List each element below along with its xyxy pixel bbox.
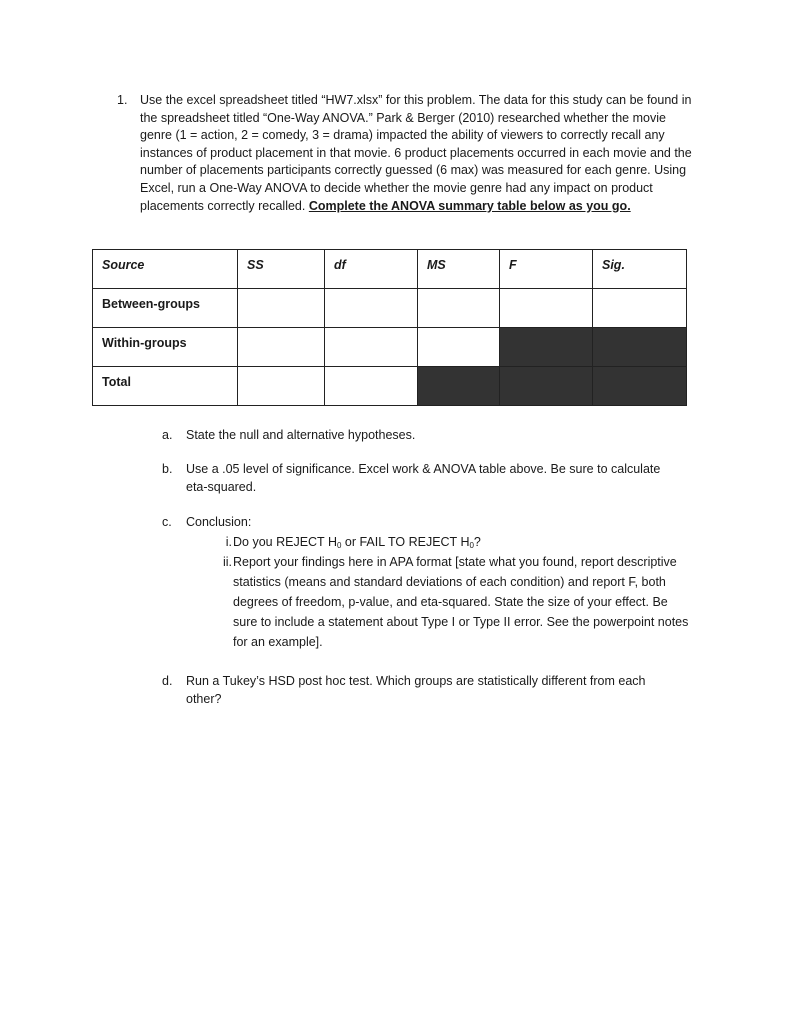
h0-subscript: 0 bbox=[336, 541, 342, 550]
part-b-text: Use a .05 level of significance. Excel work & ANOVA table above. Be sure to calculate eta-squared. bbox=[186, 462, 661, 494]
header-sig: Sig. bbox=[593, 250, 687, 289]
part-c-ii-label: ii. bbox=[222, 555, 232, 569]
question-body: Use the excel spreadsheet titled “HW7.xlsx” for this problem. The data for this study can be found in the spreadsheet titled “One-Way ANOVA.” Park & Berger (2010) researched whether the movie genre (1 = action, 2 = comedy, 3 = drama) impacted the ability of viewers to correctly recall any instances of product placement in that movie. 6 product placements occurred in each movie and the number of placements participants correctly guessed (6 max) was measured for each genre. Using Excel, run a One-Way ANOVA to decide whether the movie genre had any impact on product placements correctly recalled. bbox=[140, 93, 692, 213]
cell-within-df[interactable] bbox=[325, 328, 418, 367]
part-c-ii-text: Report your findings here in APA format [state what you found, report descriptive statistics (means and standard deviations of each condition) and report F, both degrees of freedom, p-value, and eta-squared. State the size of your effect. Be sure to include a statement about Type I or Type II error. See the powerpoint notes for an example]. bbox=[233, 555, 689, 649]
question-text bbox=[140, 92, 697, 215]
table-row bbox=[93, 289, 687, 328]
reject-text: Do you REJECT H bbox=[233, 535, 337, 549]
cell-between-df[interactable] bbox=[325, 289, 418, 328]
part-d bbox=[162, 672, 702, 708]
table-row bbox=[93, 328, 687, 367]
header-ss: SS bbox=[238, 250, 325, 289]
anova-summary-table bbox=[92, 249, 687, 406]
question-mark: ? bbox=[473, 535, 481, 549]
table-row bbox=[93, 367, 687, 406]
header-source: Source bbox=[93, 250, 238, 289]
cell-total-ms-shaded bbox=[418, 367, 500, 406]
part-c-label: c. bbox=[162, 515, 172, 529]
row-label-within: Within-groups bbox=[93, 328, 238, 367]
cell-between-ms[interactable] bbox=[418, 289, 500, 328]
row-label-total: Total bbox=[93, 367, 238, 406]
cell-within-sig-shaded bbox=[593, 328, 687, 367]
cell-between-ss[interactable] bbox=[238, 289, 325, 328]
part-d-label: d. bbox=[162, 674, 173, 688]
h0-subscript: 0 bbox=[469, 541, 474, 550]
part-c-ii bbox=[205, 552, 700, 652]
part-b-label: b. bbox=[162, 462, 173, 476]
part-c bbox=[162, 513, 702, 531]
cell-total-df[interactable] bbox=[325, 367, 418, 406]
part-c-text: Conclusion: bbox=[186, 515, 252, 529]
part-a bbox=[162, 426, 702, 444]
cell-within-f-shaded bbox=[500, 328, 593, 367]
question-1 bbox=[117, 92, 697, 215]
cell-between-f[interactable] bbox=[500, 289, 593, 328]
cell-between-sig[interactable] bbox=[593, 289, 687, 328]
part-a-text: State the null and alternative hypotheses. bbox=[186, 428, 416, 442]
table-header-row bbox=[93, 250, 687, 289]
cell-total-f-shaded bbox=[500, 367, 593, 406]
cell-within-ms[interactable] bbox=[418, 328, 500, 367]
header-f: F bbox=[500, 250, 593, 289]
cell-total-sig-shaded bbox=[593, 367, 687, 406]
part-c-i-label: i. bbox=[225, 535, 232, 549]
question-emphasis: Complete the ANOVA summary table below as you go. bbox=[308, 198, 631, 213]
part-d-text: Run a Tukey’s HSD post hoc test. Which groups are statistically different from each other? bbox=[186, 674, 646, 706]
header-df: df bbox=[325, 250, 418, 289]
cell-within-ss[interactable] bbox=[238, 328, 325, 367]
fail-to-reject-text: or FAIL TO REJECT H bbox=[341, 535, 470, 549]
cell-total-ss[interactable] bbox=[238, 367, 325, 406]
header-ms: MS bbox=[418, 250, 500, 289]
row-label-between: Between-groups bbox=[93, 289, 238, 328]
part-b bbox=[162, 460, 702, 496]
part-a-label: a. bbox=[162, 428, 173, 442]
question-number: 1. bbox=[117, 93, 128, 107]
